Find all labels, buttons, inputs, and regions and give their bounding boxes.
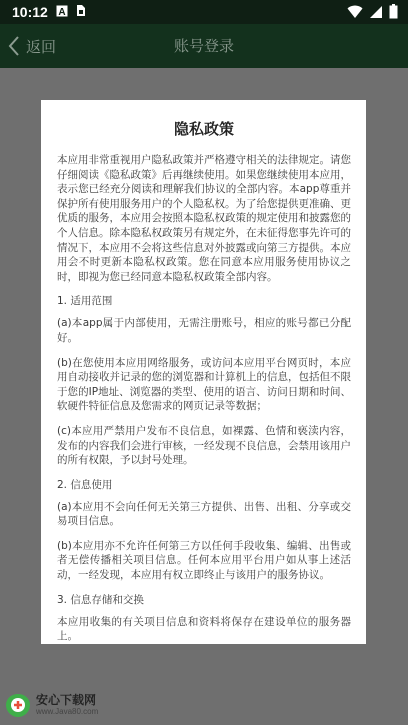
a-notification-icon xyxy=(56,4,68,20)
status-bar xyxy=(0,0,408,24)
wifi-icon xyxy=(347,5,363,22)
section-heading: 2. 信息使用 xyxy=(57,478,113,491)
sim-icon xyxy=(76,4,86,20)
app-bar xyxy=(0,24,408,68)
dialog-title: 隐私政策 xyxy=(173,120,234,138)
watermark xyxy=(3,688,101,722)
privacy-policy-dialog[interactable] xyxy=(41,100,366,644)
watermark-url: www.Java80.com xyxy=(36,707,99,716)
back-label: 返回 xyxy=(26,37,57,56)
status-time: 10:12 xyxy=(12,4,48,20)
watermark-logo-icon xyxy=(3,690,33,720)
section-paragraph: (b)本应用亦不允许任何第三方以任何手段收集、编辑、出售或者无偿传播相关项目信息。任何本应用平台用户如从事上述活动，一经发现，本应用有权立即终止与该用户的服务协议。 xyxy=(57,539,351,582)
svg-text:A: A xyxy=(58,7,66,17)
section-heading: 1. 适用范围 xyxy=(57,295,113,308)
section-paragraph: (b)在您使用本应用网络服务，或访问本应用平台网页时，本应用自动接收并记录的您的浏览器和计算机上的信息，包括但不限于您的IP地址、浏览器的类型、使用的语言、访问日期和时间、软硬件特征信息及您需求的网页记录等数据； xyxy=(57,356,351,413)
section-paragraph: (a)本应用不会向任何无关第三方提供、出售、出租、分享或交易项目信息。 xyxy=(57,500,351,528)
dialog-intro: 本应用非常重视用户隐私政策并严格遵守相关的法律规定。请您仔细阅读《隐私政策》后再继续使用。如果您继续使用本应用，表示您已经充分阅读和理解我们协议的全部内容。本app尊重并保护所有使用服务用户的个人隐私权。为了给您提供更准确、更优质的服务，本应用会按照本隐私权政策的规定使用和披露您的个人信息。除本隐私权政策另有规定外，在未征得您事先许可的情况下，本应用不会将这些信息对外披露或向第三方提供。本应用会不时更新本隐私权政策。您在同意本应用服务使用协议之时，即视为您已经同意本隐私权政策全部内容。 xyxy=(57,154,351,283)
signal-icon xyxy=(369,5,383,22)
section-heading: 3. 信息存储和交换 xyxy=(57,593,144,606)
section-paragraph: (a)本app属于内部使用，无需注册账号，相应的账号都已分配好。 xyxy=(57,317,351,344)
battery-icon xyxy=(389,4,398,22)
section-paragraph: (c)本应用严禁用户发布不良信息，如裸露、色情和亵渎内容，发布的内容我们会进行审核，一经发现不良信息，会禁用该用户的所有权限，予以封号处理。 xyxy=(57,424,351,467)
watermark-title: 安心下载网 xyxy=(36,693,97,707)
page-title: 账号登录 xyxy=(173,37,234,55)
section-paragraph: 本应用收集的有关项目信息和资料将保存在建设单位的服务器上。 xyxy=(57,615,351,643)
